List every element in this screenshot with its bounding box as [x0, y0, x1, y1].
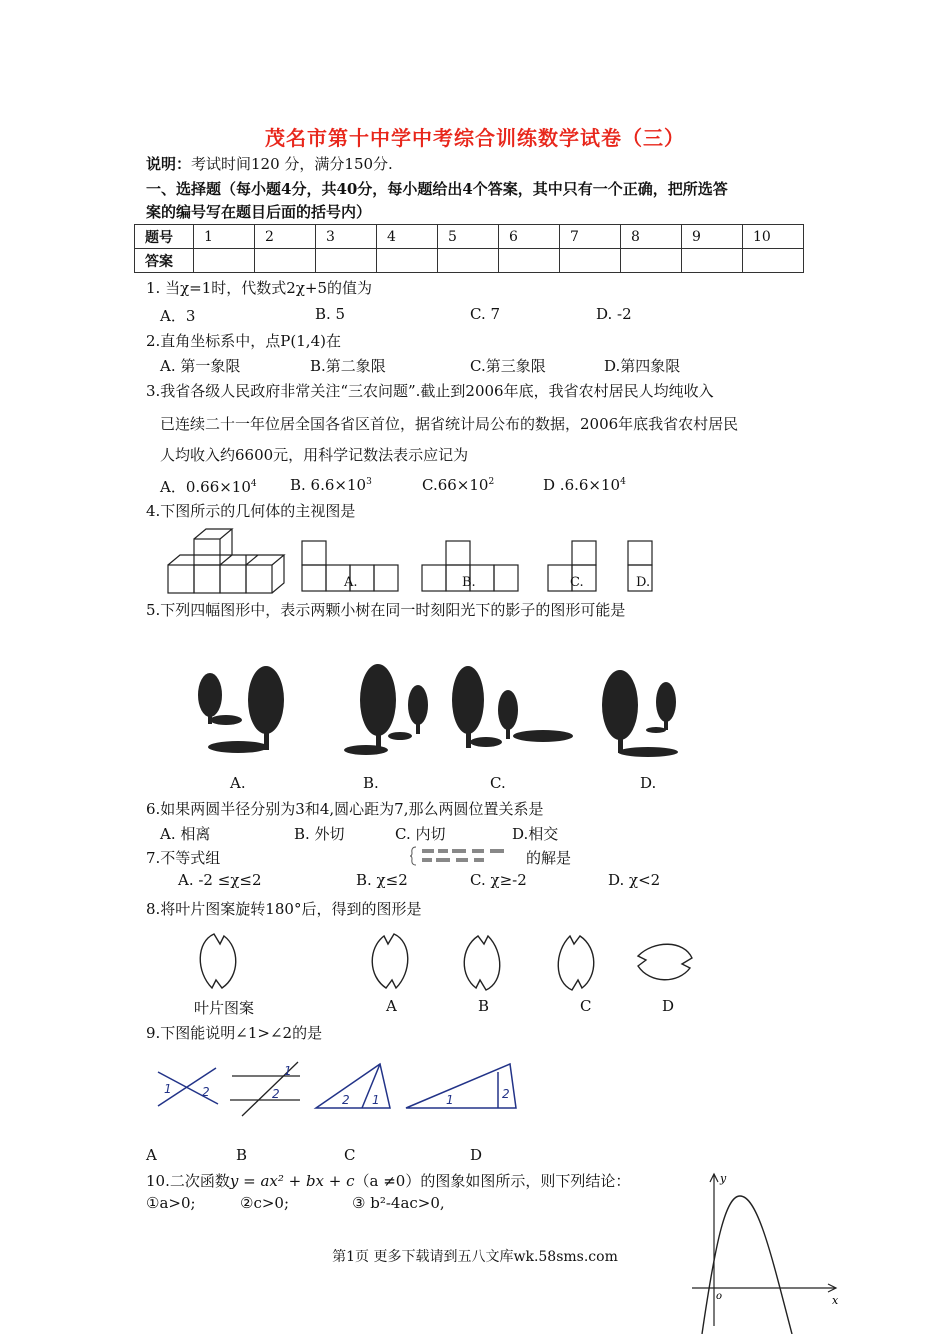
q5-label-a: A. [230, 774, 246, 792]
q8-label-d: D [662, 997, 675, 1015]
q6-option-c: C. 内切 [395, 825, 446, 843]
page-title: 茂名市第十中学中考综合训练数学试卷（三） [265, 126, 685, 150]
q1-option-a: A．3 [160, 307, 196, 325]
q3-line2: 已连续二十一年位居全国各省区首位，据省统计局公布的数据，2006年底我省农村居民 [160, 415, 739, 433]
q8-stem: 8.将叶片图案旋转180°后，得到的图形是 [146, 900, 422, 918]
svg-text:2: 2 [502, 1087, 510, 1101]
q9-angle-figures [150, 1058, 530, 1118]
table-header-answer: 答案 [135, 249, 194, 273]
q1-option-b: B. 5 [315, 305, 346, 323]
q10-conclusion-1: ①a>0; [146, 1194, 196, 1212]
q7-stem-tail: 的解是 [526, 849, 572, 867]
angle-figure-d [406, 1064, 516, 1108]
q9-label-d: D [470, 1146, 483, 1164]
section1-line2: 案的编号写在题目后面的括号内） [146, 203, 372, 221]
q4-figures [160, 527, 680, 597]
answer-cell[interactable] [377, 249, 438, 273]
answer-cell[interactable] [438, 249, 499, 273]
q9-label-c: C [344, 1146, 356, 1164]
q4-label-a: A. [344, 575, 358, 590]
q6-option-d: D.相交 [512, 825, 559, 843]
q5-stem: 5.下列四幅图形中，表示两颗小树在同一时刻阳光下的影子的图形可能是 [146, 601, 626, 619]
q2-option-d: D.第四象限 [604, 357, 681, 375]
svg-text:2: 2 [342, 1093, 350, 1107]
y-axis-label: y [720, 1172, 727, 1185]
tree-picture-c [452, 666, 573, 748]
table-cell: 8 [621, 225, 682, 249]
svg-text:1: 1 [164, 1082, 172, 1096]
q4-label-b: B. [462, 575, 476, 590]
tree-picture-b [344, 664, 428, 755]
answer-cell[interactable] [560, 249, 621, 273]
q8-label-a: A [386, 997, 397, 1015]
table-header-number: 题号 [135, 225, 194, 249]
section1-line1: 一、选择题（每小题4分，共40分，每小题给出4个答案，其中只有一个正确，把所选答 [146, 180, 728, 198]
table-row [135, 249, 804, 273]
svg-text:1: 1 [284, 1064, 292, 1078]
table-cell: 6 [499, 225, 560, 249]
svg-text:2: 2 [202, 1085, 210, 1099]
table-cell: 3 [316, 225, 377, 249]
answer-cell[interactable] [743, 249, 804, 273]
page-footer: 第1页 更多下载请到五八文库wk.58sms.com [332, 1249, 618, 1265]
answer-cell[interactable] [499, 249, 560, 273]
q7-inequality-system-image [410, 845, 520, 867]
origin-label: o [716, 1291, 723, 1302]
q8-leaf-figures [190, 928, 710, 996]
q9-label-a: A [146, 1146, 157, 1164]
q1-option-c: C. 7 [470, 305, 501, 323]
q3-option-d: D $.6.6\times 10^4$ [543, 476, 626, 494]
q10-stem-post: （a ≠0）的图象如图所示，则下列结论： [354, 1172, 631, 1190]
table-cell: 1 [194, 225, 255, 249]
table-cell: 9 [682, 225, 743, 249]
q2-option-a: A. 第一象限 [160, 357, 241, 375]
q8-label-original: 叶片图案 [194, 999, 255, 1017]
answer-cell[interactable] [621, 249, 682, 273]
q3-line1: 3.我省各级人民政府非常关注“三农问题”.截止到2006年底，我省农村居民人均纯收入 [146, 382, 714, 400]
q2-option-b: B.第二象限 [310, 357, 386, 375]
q2-option-c: C.第三象限 [470, 357, 546, 375]
q10-formula: y = ax² + bx + c [229, 1172, 355, 1190]
q6-option-b: B. 外切 [294, 825, 345, 843]
q5-label-d: D. [640, 774, 657, 792]
q7-option-b: B. χ≤2 [356, 871, 408, 889]
answer-cell[interactable] [255, 249, 316, 273]
q7-option-d: D. χ<2 [608, 871, 661, 889]
q4-stem: 4.下图所示的几何体的主视图是 [146, 502, 356, 520]
table-cell: 10 [743, 225, 804, 249]
table-cell: 7 [560, 225, 621, 249]
q7-option-a: A. -2 ≤χ≤2 [178, 871, 262, 889]
q6-option-a: A. 相离 [160, 825, 211, 843]
q3-line3: 人均收入约6600元，用科学记数法表示应记为 [160, 446, 469, 464]
q10-stem-pre: 10.二次函数 [146, 1172, 230, 1190]
solid-3d-figure [168, 529, 284, 593]
q10-stem [146, 1170, 630, 1191]
table-row [135, 225, 804, 249]
q9-label-b: B [236, 1146, 248, 1164]
answer-cell[interactable] [682, 249, 743, 273]
svg-text:1: 1 [446, 1093, 454, 1107]
table-cell: 5 [438, 225, 499, 249]
q8-label-b: B [478, 997, 490, 1015]
q6-stem: 6.如果两圆半径分别为3和4,圆心距为7,那么两圆位置关系是 [146, 800, 544, 818]
leaf-option-d [638, 944, 692, 980]
q8-label-c: C [580, 997, 592, 1015]
svg-text:1: 1 [372, 1093, 380, 1107]
tree-picture-d [602, 670, 678, 757]
q2-stem: 2.直角坐标系中，点P(1,4)在 [146, 332, 341, 350]
intro [146, 153, 393, 174]
q5-label-c: C. [490, 774, 506, 792]
leaf-option-b [464, 936, 500, 990]
q1-stem: 1. 当χ=1时，代数式2χ+5的值为 [146, 279, 373, 297]
leaf-option-c [558, 936, 594, 990]
x-axis-label: x [832, 1294, 839, 1307]
intro-text: 考试时间120 分，满分150分. [191, 155, 393, 173]
q4-label-d: D. [636, 575, 651, 590]
q4-label-c: C. [570, 575, 584, 590]
answer-table [134, 224, 804, 273]
q5-trees-figure [178, 650, 708, 770]
intro-label: 说明： [146, 155, 192, 173]
q5-label-b: B. [363, 774, 379, 792]
q9-stem: 9.下图能说明∠1>∠2的是 [146, 1024, 323, 1042]
q7-stem: 7.不等式组 [146, 849, 221, 867]
svg-text:2: 2 [272, 1087, 280, 1101]
q3-option-b: B. $6.6\times 10^3$ [290, 476, 372, 494]
q10-conclusion-2: ②c>0; [240, 1194, 290, 1212]
q7-option-c: C. χ≥-2 [470, 871, 527, 889]
tree-picture-a [198, 666, 284, 753]
leaf-option-a [372, 934, 408, 988]
q3-option-a: A．$0.66\times 10^4$ [160, 478, 257, 496]
table-cell: 2 [255, 225, 316, 249]
q3-option-c: $C.66\times 10^2$ [422, 476, 495, 494]
table-cell: 4 [377, 225, 438, 249]
q10-conclusion-3: ③ b²-4ac>0, [352, 1194, 445, 1212]
leaf-original [200, 934, 236, 988]
answer-cell[interactable] [316, 249, 377, 273]
answer-cell[interactable] [194, 249, 255, 273]
q1-option-d: D. -2 [596, 305, 632, 323]
